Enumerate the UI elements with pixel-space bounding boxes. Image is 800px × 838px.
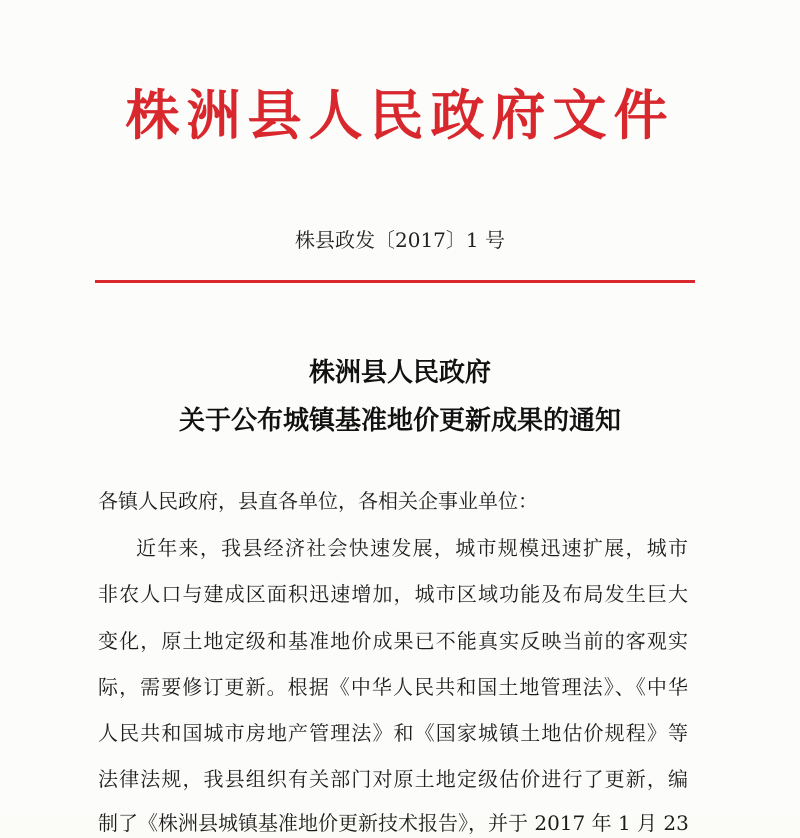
body-line-7: 制了《株洲县城镇基准地价更新技术报告》，并于 2017 年 1 月 23	[98, 811, 689, 835]
red-divider-rule	[95, 280, 695, 283]
issuer-header: 株洲县人民政府文件	[125, 84, 675, 147]
body-line-2: 非农人口与建成区面积迅速增加，城市区域功能及布局发生巨大	[98, 582, 688, 606]
body-line-3: 变化，原土地定级和基准地价成果已不能真实反映当前的客观实	[98, 629, 688, 653]
salutation: 各镇人民政府，县直各单位，各相关企事业单位：	[98, 489, 538, 513]
document-number: 株县政发〔2017〕1 号	[295, 228, 505, 252]
notice-title-line-2: 关于公布城镇基准地价更新成果的通知	[178, 406, 621, 436]
body-line-1: 近年来，我县经济社会快速发展，城市规模迅速扩展，城市	[136, 536, 688, 560]
body-line-4: 际，需要修订更新。根据《中华人民共和国土地管理法》、《中华	[98, 675, 688, 699]
body-line-6: 法律法规，我县组织有关部门对原土地定级估价进行了更新，编	[98, 767, 688, 791]
body-line-5: 人民共和国城市房地产管理法》和《国家城镇土地估价规程》等	[98, 721, 688, 745]
notice-title-line-1: 株洲县人民政府	[308, 358, 491, 388]
